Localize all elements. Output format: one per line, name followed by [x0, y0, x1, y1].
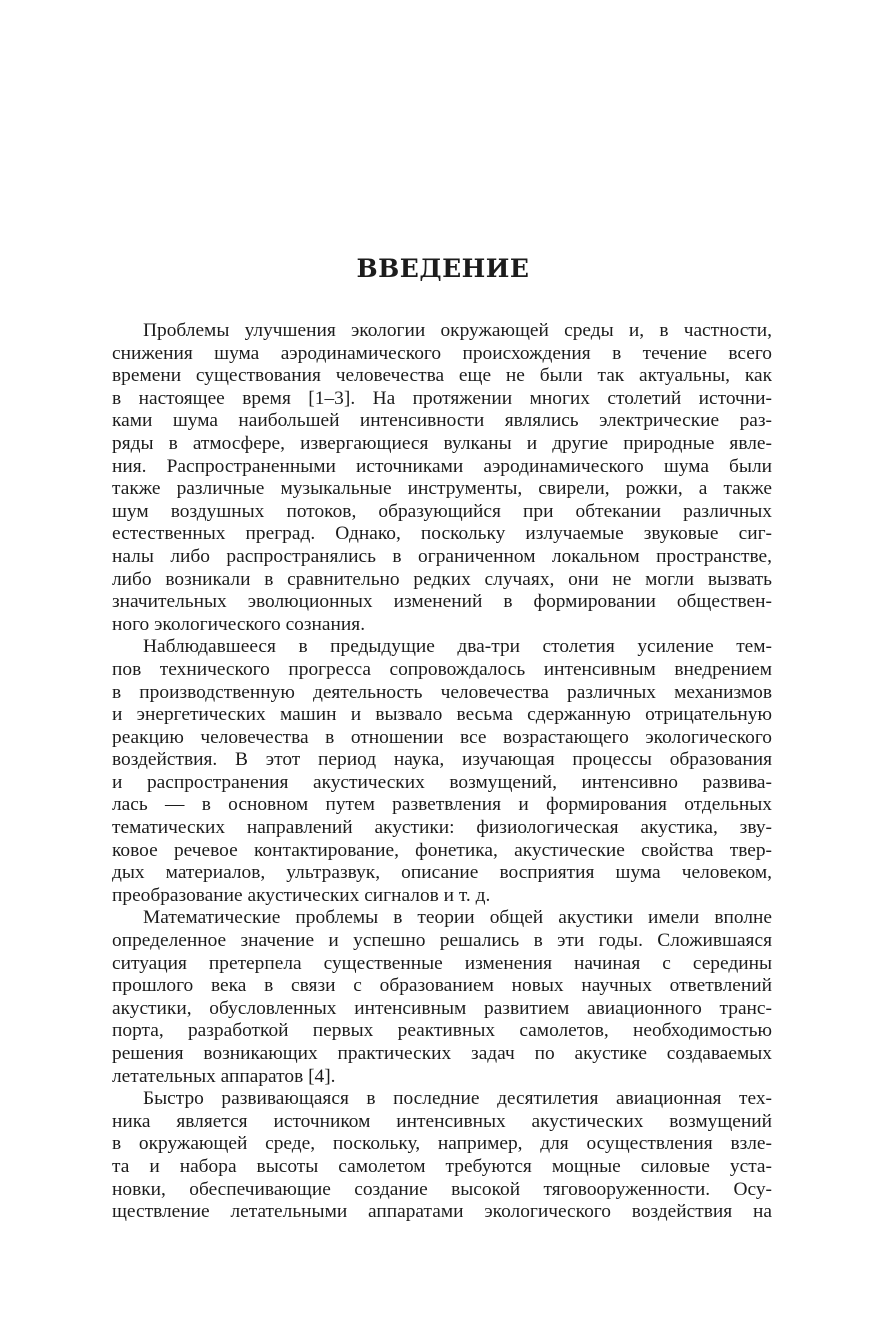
text-line: тематических направлений акустики: физиологическая акустика, зву- [112, 817, 772, 839]
text-line: воздействия. В этот период наука, изучающая процессы образования [112, 749, 772, 771]
text-line: естественных преград. Однако, поскольку излучаемые звуковые сиг- [112, 523, 772, 545]
text-line: налы либо распространялись в ограниченном локальном пространстве, [112, 545, 772, 567]
text-line: порта, разработкой первых реактивных самолетов, необходимостью [112, 1020, 772, 1042]
text-line: Математические проблемы в теории общей акустики имели вполне [143, 907, 772, 929]
text-line: ника является источником интенсивных акустических возмущений [112, 1110, 772, 1132]
text-line: шум воздушных потоков, образующийся при обтекании различных [112, 500, 772, 522]
paragraph [112, 320, 772, 636]
text-line: реакцию человечества в отношении все возрастающего экологического [112, 726, 772, 748]
text-line: значительных эволюционных изменений в формировании обществен- [112, 591, 772, 613]
text-line: ния. Распространенными источниками аэродинамического шума были [112, 455, 772, 477]
text-line: определенное значение и успешно решались в эти годы. Сложившаяся [112, 930, 772, 952]
paragraph [112, 907, 772, 1088]
text-line: новки, обеспечивающие создание высокой тяговооруженности. Осу- [112, 1178, 772, 1200]
text-line: решения возникающих практических задач по акустике создаваемых [112, 1043, 772, 1064]
text-line: снижения шума аэродинамического происхождения в течение всего [112, 342, 772, 364]
text-line: лась — в основном путем разветвления и формирования отдельных [112, 794, 772, 816]
text-line: в производственную деятельность человечества различных механизмов [112, 681, 772, 703]
text-line: Быстро развивающаяся в последние десятилетия авиационная тех- [143, 1088, 772, 1110]
text-line: ного экологического сознания. [112, 613, 366, 635]
text-line: акустики, обусловленных интенсивным развитием авиационного транс- [112, 997, 772, 1019]
text-line: ковое речевое контактирование, фонетика, акустические свойства твер- [112, 839, 772, 861]
text-line: та и набора высоты самолетом требуются мощные силовые уста- [112, 1155, 772, 1177]
text-line: ситуация претерпела существенные изменения начиная с середины [112, 952, 772, 974]
text-line: пов технического прогресса сопровождалось интенсивным внедрением [112, 658, 772, 680]
text-line: летательных аппаратов [4]. [112, 1065, 336, 1087]
text-line: в настоящее время [1–3]. На протяжении многих столетий источни- [112, 387, 772, 409]
text-line: и распространения акустических возмущений, интенсивно развива- [112, 771, 772, 793]
text-line: времени существования человечества еще не были так актуальны, как [112, 365, 772, 387]
text-line: либо возникали в сравнительно редких случаях, они не могли вызвать [112, 568, 772, 590]
text-line: дых материалов, ультразвук, описание восприятия шума человеком, [112, 862, 772, 884]
paragraph [112, 636, 772, 907]
text-line: в окружающей среде, поскольку, например, для осуществления взле- [112, 1133, 772, 1155]
text-line: ками шума наибольшей интенсивности являлись электрические раз- [112, 410, 772, 432]
chapter-heading: ВВЕДЕНИЕ [356, 254, 530, 283]
text-line: ществление летательными аппаратами экологического воздействия на [112, 1201, 772, 1223]
text-line: также различные музыкальные инструменты, свирели, рожки, а также [112, 478, 772, 500]
text-line: преобразование акустических сигналов и т. д. [112, 884, 491, 906]
text-line: Наблюдавшееся в предыдущие два-три столетия усиление тем- [143, 636, 772, 658]
text-line: Проблемы улучшения экологии окружающей среды и, в частности, [143, 320, 772, 341]
body-text [112, 320, 772, 1224]
text-line: ряды в атмосфере, извергающиеся вулканы и другие природные явле- [112, 432, 772, 454]
paragraph [112, 1088, 772, 1224]
text-line: и энергетических машин и вызвало весьма сдержанную отрицательную [112, 704, 772, 726]
text-line: прошлого века в связи с образованием новых научных ответвлений [112, 975, 772, 997]
